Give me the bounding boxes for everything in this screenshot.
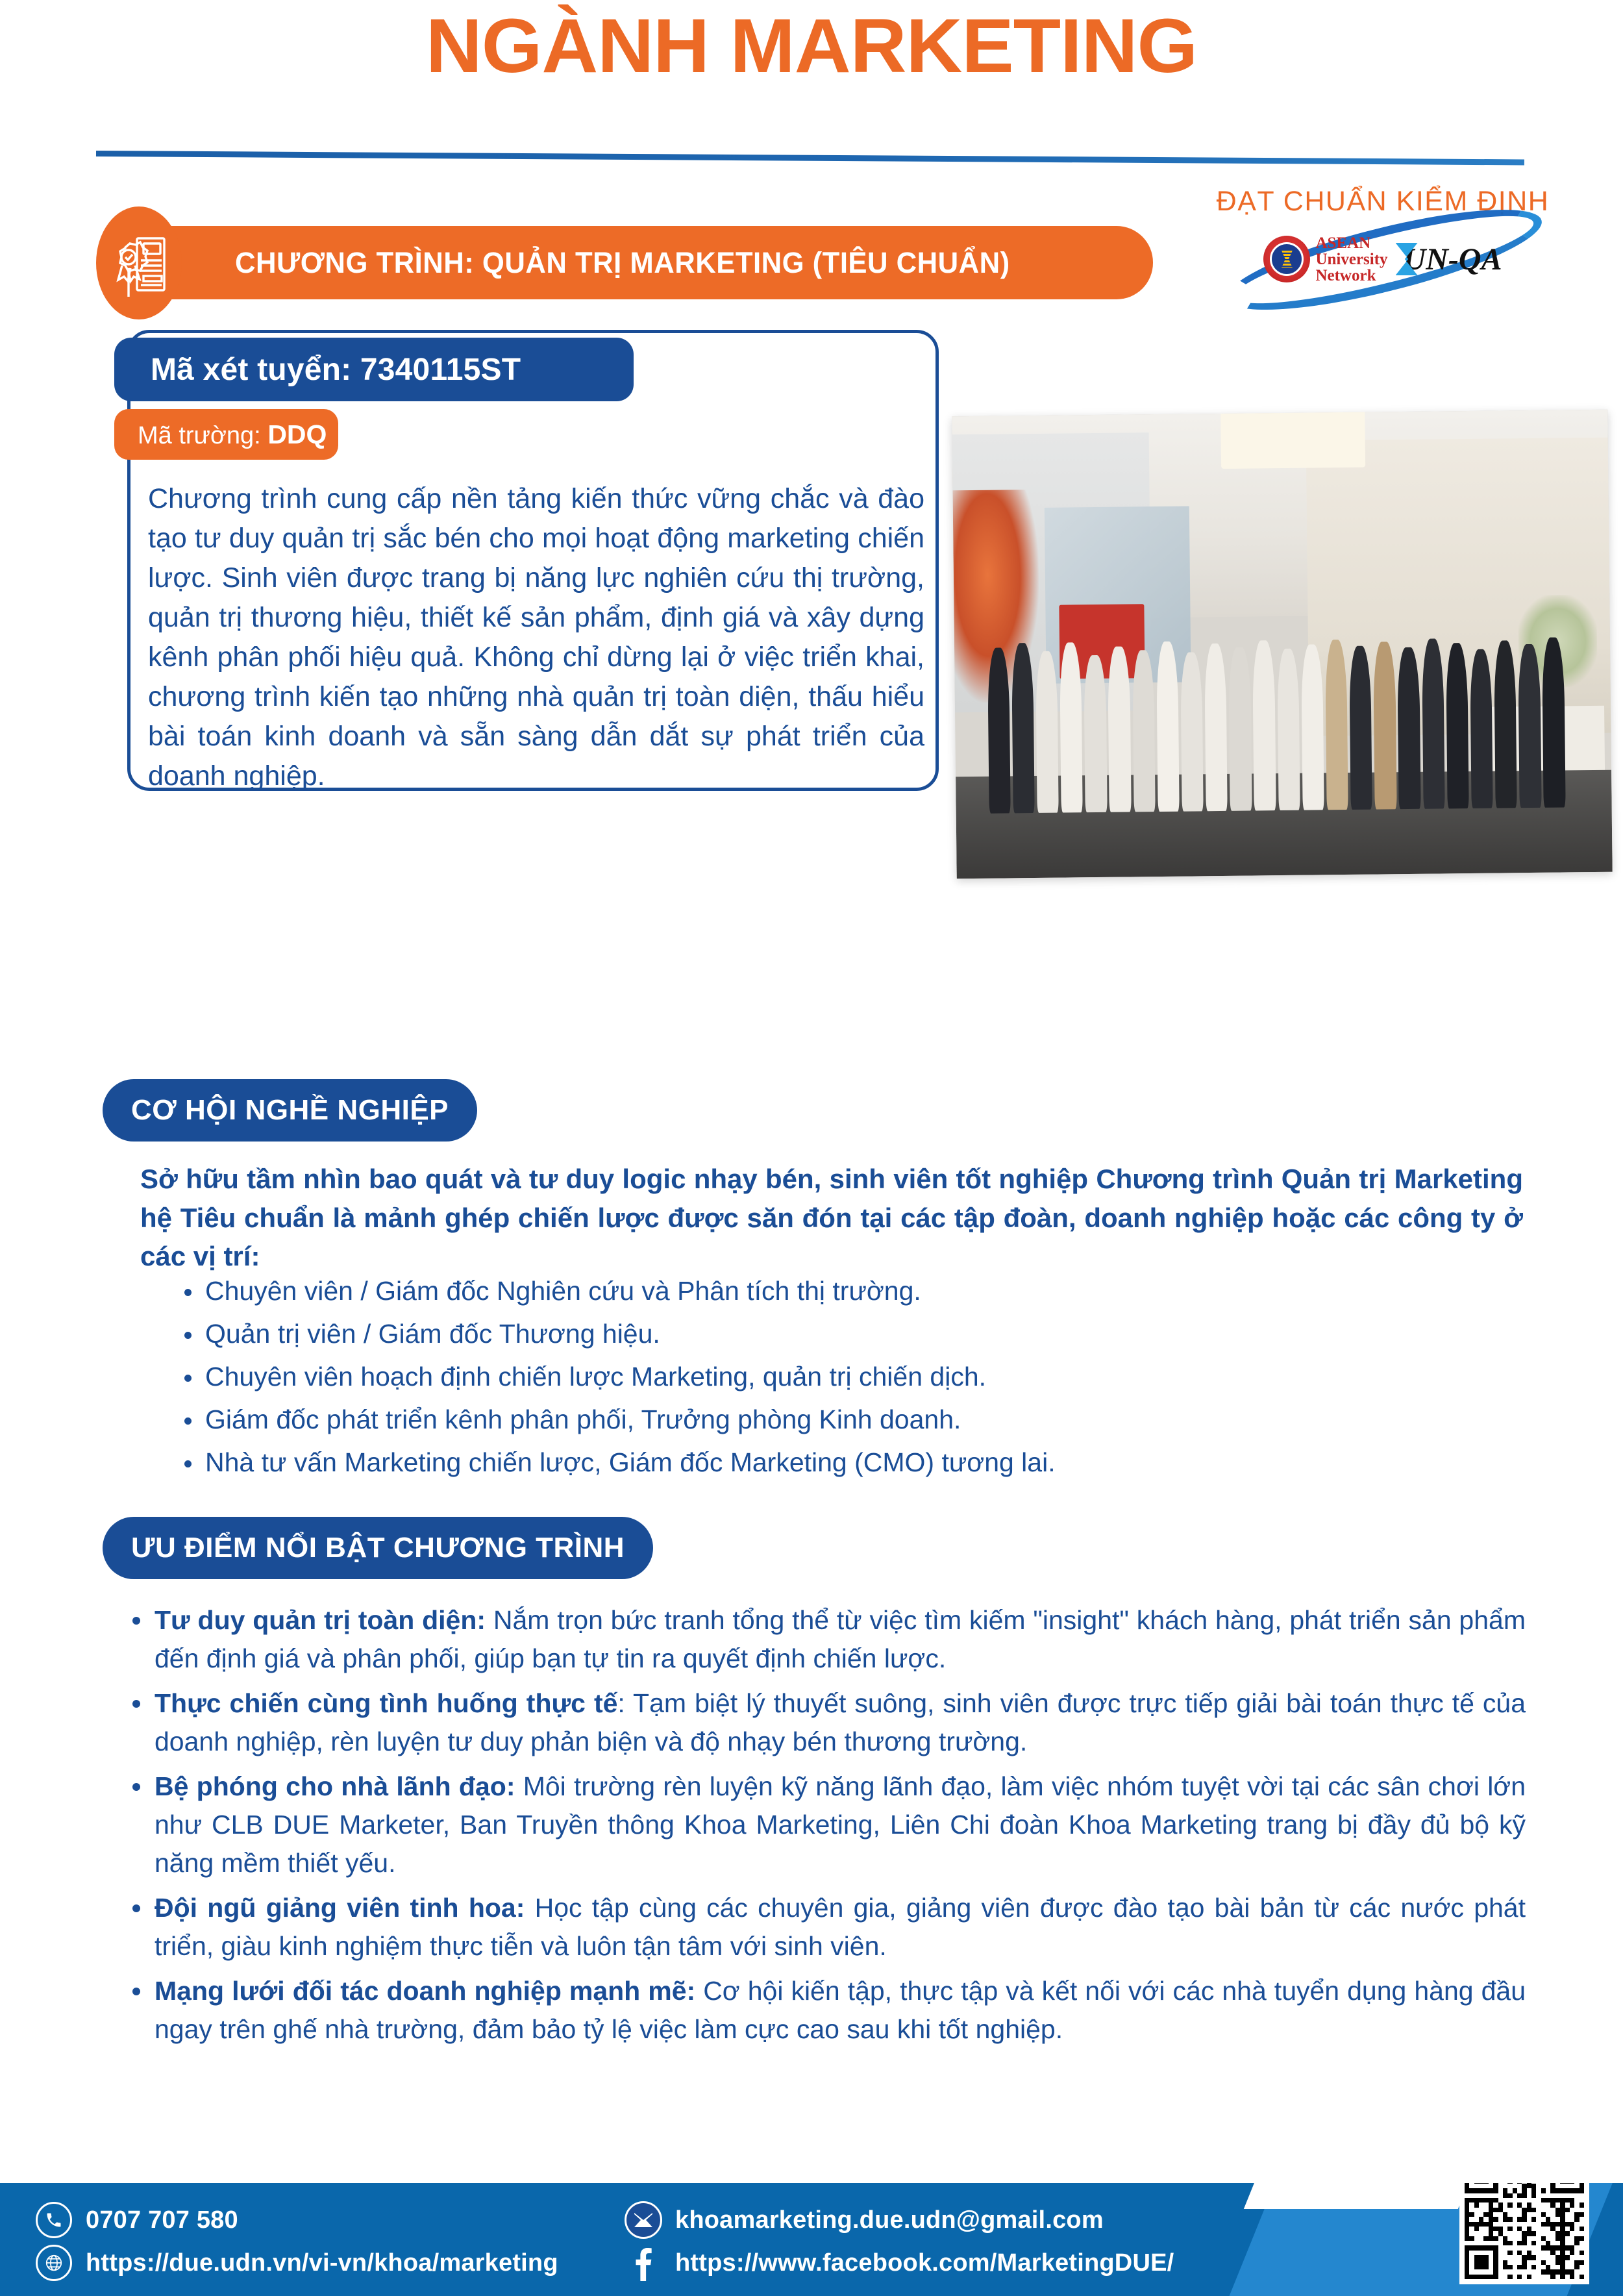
footer-phone-text: 0707 707 580 [86,2206,238,2234]
footer-email-row[interactable] [623,2200,1174,2240]
advantage-title: Mạng lưới đối tác doanh nghiệp mạnh mẽ: [155,1976,696,2006]
advantage-title: Tư duy quản trị toàn diện: [155,1605,486,1635]
facebook-icon [623,2243,663,2283]
photo-student-group [987,595,1592,814]
footer-email-text: khoamarketing.due.udn@gmail.com [675,2206,1104,2234]
asean-seal-icon [1263,236,1310,282]
footer-website-row[interactable] [34,2243,558,2283]
advantages-list [129,1601,1526,2055]
advantage-title: Đội ngũ giảng viên tinh hoa: [155,1893,525,1923]
footer-website-text: https://due.udn.vn/vi-vn/khoa/marketing [86,2249,558,2277]
globe-icon [34,2243,74,2283]
accreditation-block [1188,186,1578,292]
list-item: Chuyên viên hoạch định chiến lược Marketing, quản trị chiến dịch. [182,1364,1519,1390]
certificate-seal-icon [96,206,182,319]
accreditation-label: ĐẠT CHUẨN KIỂM ĐỊNH [1216,186,1550,217]
school-code-value: DDQ [267,419,327,449]
school-code-badge [114,409,338,460]
advantage-body: Học tập cùng các chuyên gia, giảng viên được đào tạo bài bản từ các nước phát triển, giàu kinh nghiệm thực tiễn và luôn tận tâm với sinh viên. [155,1893,1526,1962]
program-banner-label: CHƯƠNG TRÌNH: QUẢN TRỊ MARKETING (TIÊU CHUẨN) [235,245,1010,279]
list-item: Quản trị viên / Giám đốc Thương hiệu. [182,1321,1519,1347]
aun-qa-logo [1188,227,1578,292]
list-item [129,1972,1526,2049]
program-description: Chương trình cung cấp nền tảng kiến thức vững chắc và đào tạo tư duy quản trị sắc bén cho mọi hoạt động marketing chiến lược. Sinh viên được trang bị năng lực nghiên cứu thị trường, quản trị thương hiệu, thiết kế sản phẩm, định giá và xây dựng kênh phân phối hiệu quả. Không chỉ dừng lại ở việc triển khai, chương trình kiến tạo những nhà quản trị toàn diện, thấu hiểu bài toán kinh doanh và sẵn sàng dẫn dắt sự phát triển của doanh nghiệp. [148,483,924,792]
footer-facebook-row[interactable] [623,2243,1174,2283]
school-code-prefix: Mã trường: [138,421,268,449]
footer-phone-row[interactable] [34,2200,558,2240]
program-banner [110,226,1153,299]
list-item [129,1767,1526,1882]
list-item [129,1889,1526,1965]
qr-code-icon[interactable] [1459,2183,1589,2284]
section-title-advantages: ƯU ĐIỂM NỔI BẬT CHƯƠNG TRÌNH [103,1517,653,1579]
footer-bar [0,2183,1623,2296]
career-lead-text: Sở hữu tầm nhìn bao quát và tư duy logic nhạy bén, sinh viên tốt nghiệp Chương trình Quản trị Marketing hệ Tiêu chuẩn là mảnh ghép chiến lược được săn đón tại các tập đoàn, doanh nghiệp hoặc các công ty ở các vị trí: [140,1164,1523,1272]
phone-icon [34,2200,74,2240]
asean-rice-bundle-icon [1280,251,1294,268]
asean-line-2: University [1315,250,1388,268]
page-header [0,3,1623,89]
footer-contact-column-left [34,2200,558,2286]
advantage-body: Nắm trọn bức tranh tổng thể từ việc tìm kiếm "insight" khách hàng, phát triển sản phẩm đến định giá và phân phối, giúp bạn tự tin ra quyết định chiến lược. [155,1605,1526,1674]
mail-icon [623,2200,663,2240]
advantage-title: Thực chiến cùng tình huống thực tế [155,1688,618,1719]
advantage-title: Bệ phóng cho nhà lãnh đạo: [155,1771,515,1802]
footer-contact-column-right [623,2200,1174,2286]
aun-qa-wordmark [1396,242,1502,277]
asean-wordmark [1315,235,1387,284]
footer-decorative-notch [1244,2183,1487,2209]
list-item: Chuyên viên / Giám đốc Nghiên cứu và Phân tích thị trường. [182,1278,1519,1304]
list-item: Giám đốc phát triển kênh phân phối, Trưởng phòng Kinh doanh. [182,1406,1519,1433]
school-code-text [138,419,327,450]
aun-qa-text: UN-QA [1403,242,1502,277]
advantage-body: : Tạm biệt lý thuyết suông, sinh viên được trực tiếp giải bài toán thực tế của doanh nghiệp, rèn luyện tư duy phản biện và độ nhạy bén thương trường. [155,1688,1526,1757]
advantage-body: Môi trường rèn luyện kỹ năng lãnh đạo, làm việc nhóm tuyệt vời tại các sân chơi lớn như CLB DUE Marketer, Ban Truyền thông Khoa Marketing, Liên Chi đoàn Khoa Marketing trang bị đầy đủ bộ kỹ năng mềm thiết yếu. [155,1771,1526,1878]
admission-code-label: Mã xét tuyển: 7340115ST [151,352,521,387]
title-divider [96,151,1524,165]
program-photo [952,410,1612,879]
admission-code-badge [114,338,634,401]
list-item [129,1684,1526,1761]
career-list [182,1278,1519,1492]
list-item: Nhà tư vấn Marketing chiến lược, Giám đốc Marketing (CMO) tương lai. [182,1449,1519,1476]
footer-facebook-text: https://www.facebook.com/MarketingDUE/ [675,2249,1174,2277]
asean-line-3: Network [1315,266,1376,284]
asean-line-1: ASEAN [1315,234,1371,252]
advantage-body: Cơ hội kiến tập, thực tập và kết nối với các nhà tuyển dụng hàng đầu ngay trên ghế nhà trường, đảm bảo tỷ lệ việc làm cực cao sau khi tốt nghiệp. [155,1976,1526,2045]
section-title-career: CƠ HỘI NGHỀ NGHIỆP [103,1079,477,1142]
list-item [129,1601,1526,1678]
page-title: NGÀNH MARKETING [425,3,1198,89]
